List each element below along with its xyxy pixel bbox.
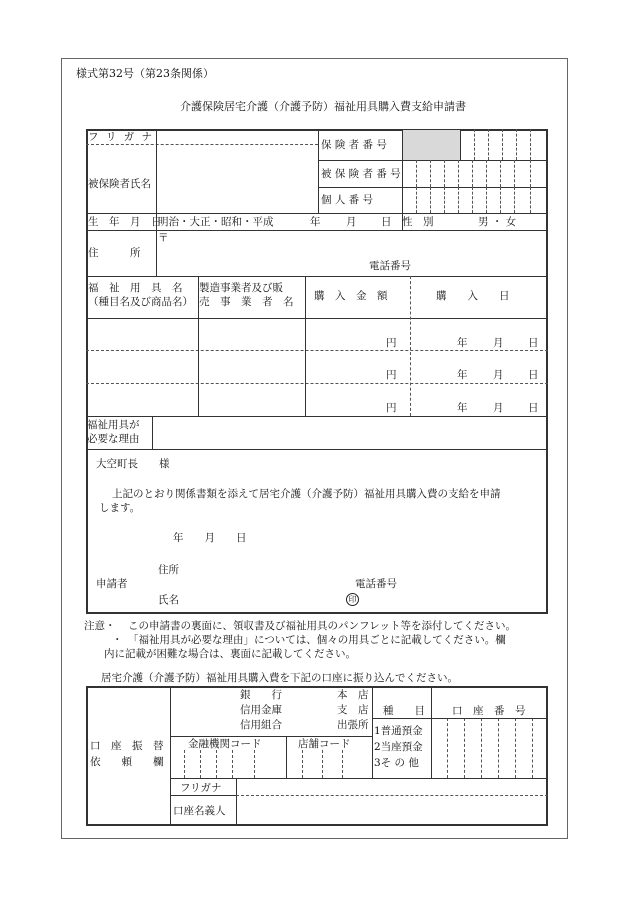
row3-month: 月 [493, 402, 504, 414]
row1-month: 月 [493, 337, 504, 349]
row1-year: 年 [457, 337, 468, 349]
personal-number-label: 個 人 番 号 [321, 194, 374, 206]
branch-type-main: 本 店 [337, 689, 369, 701]
insured-name-label: 被保険者氏名 [88, 178, 151, 190]
note-2b: 内に記載が困難な場合は、裏面に記載してください。 [104, 648, 356, 660]
insurer-number-shaded [403, 130, 460, 160]
note-bullet: ・ [112, 634, 123, 646]
furigana-field[interactable] [157, 130, 317, 144]
account-type-1[interactable]: 1普通預金 [374, 725, 423, 737]
branch-type-office: 出張所 [337, 719, 369, 731]
account-type-3[interactable]: 3そ の 他 [374, 757, 419, 769]
reason-label-1: 福祉用具が [87, 419, 140, 431]
row3-day: 日 [528, 402, 539, 414]
birth-day: 日 [381, 216, 392, 228]
row3-yen: 円 [386, 402, 397, 414]
declaration-body-2: します。 [99, 502, 141, 514]
notes-label: 注意・ [84, 620, 116, 632]
account-holder-label: 口座名義人 [173, 805, 226, 817]
bank-field-label-1: 口 座 振 替 [90, 740, 164, 752]
item-name-header-2: （種目名及び商品名） [88, 296, 193, 308]
bank-type-bank: 銀 行 [240, 689, 282, 701]
row1-yen: 円 [386, 337, 397, 349]
gender-label: 性 別 [402, 216, 434, 228]
row1-day: 日 [528, 337, 539, 349]
bank-intro: 居宅介護（介護予防）福祉用具購入費を下記の口座に振り込んでください。 [101, 672, 458, 684]
row2-day: 日 [528, 369, 539, 381]
purchase-date-header: 購 入 日 [436, 290, 510, 302]
holder-furigana-label: フリガナ [180, 782, 222, 794]
reason-field[interactable] [153, 417, 547, 448]
seal-mark: 印 [346, 593, 359, 606]
branch-type-branch: 支 店 [337, 704, 369, 716]
item-name-header-1: 福 祉 用 具 名 [88, 282, 183, 294]
note-1: この申請書の裏面に、領収書及び福祉用具のパンフレット等を添付してください。 [128, 620, 516, 632]
applicant-address-label: 住所 [158, 564, 179, 576]
maker-header-2: 売 事 業 者 名 [199, 296, 294, 308]
furigana-label: フ リ ガ ナ [88, 131, 155, 143]
form-title: 介護保険居宅介護（介護予防）福祉用具購入費支給申請書 [180, 100, 466, 113]
branch-code-label: 店舗コード [298, 738, 351, 750]
maker-header-1: 製造事業者及び販 [199, 282, 283, 294]
era-options: 明治・大正・昭和・平成 [158, 216, 274, 228]
account-holder-field[interactable] [237, 796, 547, 825]
amount-header: 購 入 金 額 [314, 290, 388, 302]
address-label: 住 所 [88, 247, 141, 259]
bank-type-kumiai: 信用組合 [240, 719, 282, 731]
row2-yen: 円 [386, 369, 397, 381]
institution-code-label: 金融機関コード [188, 738, 262, 750]
account-type-2[interactable]: 2当座預金 [374, 741, 423, 753]
note-2: 「福祉用具が必要な理由」については、個々の用具ごとに記載してください。欄 [128, 634, 506, 646]
insured-name-field[interactable] [157, 146, 317, 212]
insured-number-label: 被 保 険 者 番 号 [321, 168, 401, 180]
account-number-label: 口 座 番 号 [452, 705, 526, 717]
addressee: 大空町長 様 [96, 458, 170, 470]
address-phone-label: 電話番号 [369, 260, 411, 272]
bank-field-label-2: 依 頼 欄 [90, 756, 164, 768]
applicant-label: 申請者 [96, 578, 128, 590]
birthdate-label: 生 年 月 日 [88, 216, 162, 228]
gender-options[interactable]: 男 ・ 女 [478, 216, 517, 228]
applicant-phone-label: 電話番号 [355, 578, 397, 590]
account-type-label: 種 目 [383, 705, 425, 717]
reason-label-2: 必要な理由 [87, 433, 140, 445]
declaration-date: 年 月 日 [173, 532, 247, 544]
row2-year: 年 [457, 369, 468, 381]
applicant-name-label: 氏名 [158, 594, 179, 606]
declaration-body-1: 上記のとおり関係書類を添えて居宅介護（介護予防）福祉用具購入費の支給を申請 [112, 488, 501, 500]
birth-year: 年 [310, 216, 321, 228]
postal-mark: 〒 [158, 232, 169, 244]
birth-month: 月 [346, 216, 357, 228]
bank-type-shinkin: 信用金庫 [240, 704, 282, 716]
insurer-number-label: 保 険 者 番 号 [321, 139, 387, 151]
row2-month: 月 [493, 369, 504, 381]
form-number: 様式第32号（第23条関係） [76, 67, 214, 80]
row3-year: 年 [457, 402, 468, 414]
